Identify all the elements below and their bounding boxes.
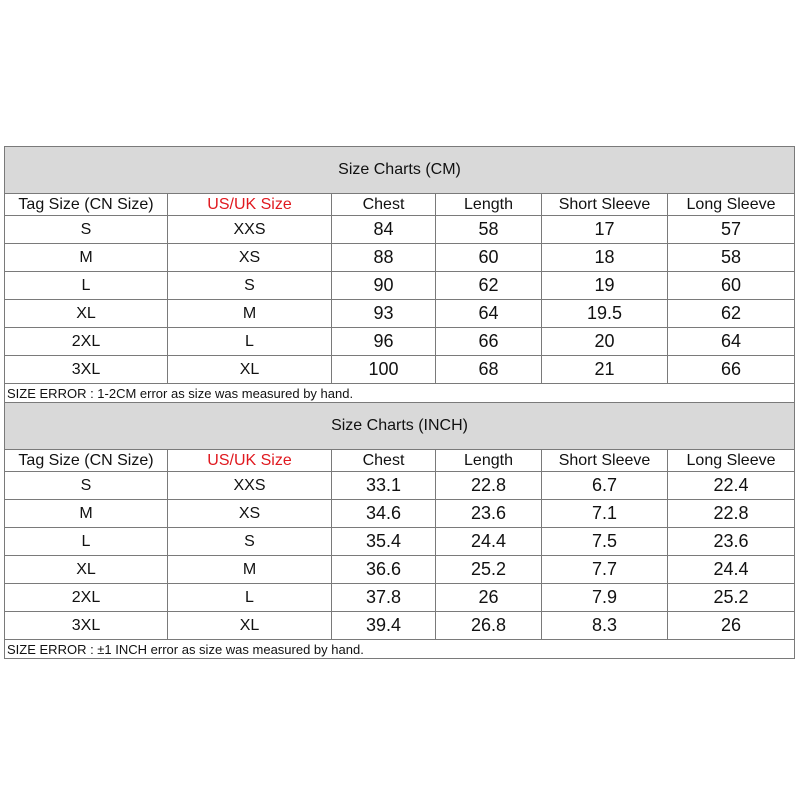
inch-title-row [5,403,795,450]
cm-table-title: Size Charts (CM) [5,147,795,194]
cell-tag-size: M [5,500,168,528]
size-chart-table [4,146,795,659]
cm-header-row [5,194,795,216]
header-long-sleeve: Long Sleeve [668,450,795,472]
cell-us-uk-size: XS [168,244,332,272]
cell-length: 22.8 [436,472,542,500]
table-row [5,500,795,528]
cell-length: 26.8 [436,612,542,640]
cell-short-sleeve: 19.5 [542,300,668,328]
cell-short-sleeve: 7.1 [542,500,668,528]
cell-short-sleeve: 21 [542,356,668,384]
header-us-uk-size: US/UK Size [168,450,332,472]
cell-tag-size: XL [5,300,168,328]
inch-note-row [5,640,795,659]
table-row [5,556,795,584]
cell-us-uk-size: M [168,556,332,584]
cell-long-sleeve: 24.4 [668,556,795,584]
cell-chest: 84 [332,216,436,244]
cell-length: 64 [436,300,542,328]
cell-tag-size: S [5,216,168,244]
cell-chest: 39.4 [332,612,436,640]
cell-short-sleeve: 19 [542,272,668,300]
table-row [5,528,795,556]
size-chart-sheet [4,146,794,659]
cell-us-uk-size: XXS [168,472,332,500]
cell-length: 23.6 [436,500,542,528]
cell-long-sleeve: 25.2 [668,584,795,612]
cell-chest: 33.1 [332,472,436,500]
cell-chest: 37.8 [332,584,436,612]
cell-length: 68 [436,356,542,384]
inch-header-row [5,450,795,472]
header-tag-size: Tag Size (CN Size) [5,450,168,472]
cell-long-sleeve: 22.8 [668,500,795,528]
cm-note-row [5,384,795,403]
cell-long-sleeve: 22.4 [668,472,795,500]
table-row [5,356,795,384]
header-us-uk-size: US/UK Size [168,194,332,216]
inch-size-error-note: SIZE ERROR : ±1 INCH error as size was measured by hand. [5,640,795,659]
cell-long-sleeve: 62 [668,300,795,328]
cell-short-sleeve: 18 [542,244,668,272]
table-row [5,584,795,612]
cell-short-sleeve: 7.5 [542,528,668,556]
cm-title-row [5,147,795,194]
cell-tag-size: XL [5,556,168,584]
cell-short-sleeve: 6.7 [542,472,668,500]
cell-chest: 34.6 [332,500,436,528]
header-short-sleeve: Short Sleeve [542,194,668,216]
cell-chest: 100 [332,356,436,384]
cell-long-sleeve: 60 [668,272,795,300]
cell-tag-size: 3XL [5,612,168,640]
cell-tag-size: 2XL [5,584,168,612]
table-row [5,472,795,500]
cell-us-uk-size: L [168,584,332,612]
cell-length: 62 [436,272,542,300]
cell-short-sleeve: 17 [542,216,668,244]
cell-chest: 35.4 [332,528,436,556]
cell-long-sleeve: 57 [668,216,795,244]
cell-tag-size: 2XL [5,328,168,356]
cell-length: 60 [436,244,542,272]
cell-length: 26 [436,584,542,612]
cell-long-sleeve: 64 [668,328,795,356]
header-length: Length [436,194,542,216]
cell-long-sleeve: 58 [668,244,795,272]
cell-chest: 36.6 [332,556,436,584]
cell-tag-size: L [5,272,168,300]
cell-us-uk-size: S [168,528,332,556]
cell-us-uk-size: L [168,328,332,356]
inch-table-title: Size Charts (INCH) [5,403,795,450]
cell-us-uk-size: XL [168,612,332,640]
table-row [5,328,795,356]
cell-short-sleeve: 20 [542,328,668,356]
cell-length: 66 [436,328,542,356]
table-row [5,272,795,300]
cell-length: 58 [436,216,542,244]
cell-us-uk-size: S [168,272,332,300]
cell-tag-size: 3XL [5,356,168,384]
header-chest: Chest [332,194,436,216]
cell-us-uk-size: XXS [168,216,332,244]
cell-us-uk-size: XS [168,500,332,528]
table-row [5,244,795,272]
header-tag-size: Tag Size (CN Size) [5,194,168,216]
cell-short-sleeve: 7.7 [542,556,668,584]
header-short-sleeve: Short Sleeve [542,450,668,472]
cell-us-uk-size: XL [168,356,332,384]
table-row [5,300,795,328]
table-row [5,612,795,640]
cell-tag-size: S [5,472,168,500]
cell-short-sleeve: 7.9 [542,584,668,612]
header-chest: Chest [332,450,436,472]
cell-tag-size: L [5,528,168,556]
header-length: Length [436,450,542,472]
table-row [5,216,795,244]
header-long-sleeve: Long Sleeve [668,194,795,216]
cell-chest: 88 [332,244,436,272]
cell-chest: 93 [332,300,436,328]
cell-long-sleeve: 23.6 [668,528,795,556]
cm-size-error-note: SIZE ERROR : 1-2CM error as size was measured by hand. [5,384,795,403]
cell-chest: 96 [332,328,436,356]
cell-chest: 90 [332,272,436,300]
cell-long-sleeve: 66 [668,356,795,384]
cell-short-sleeve: 8.3 [542,612,668,640]
cell-length: 25.2 [436,556,542,584]
cell-tag-size: M [5,244,168,272]
cell-long-sleeve: 26 [668,612,795,640]
cell-us-uk-size: M [168,300,332,328]
cell-length: 24.4 [436,528,542,556]
